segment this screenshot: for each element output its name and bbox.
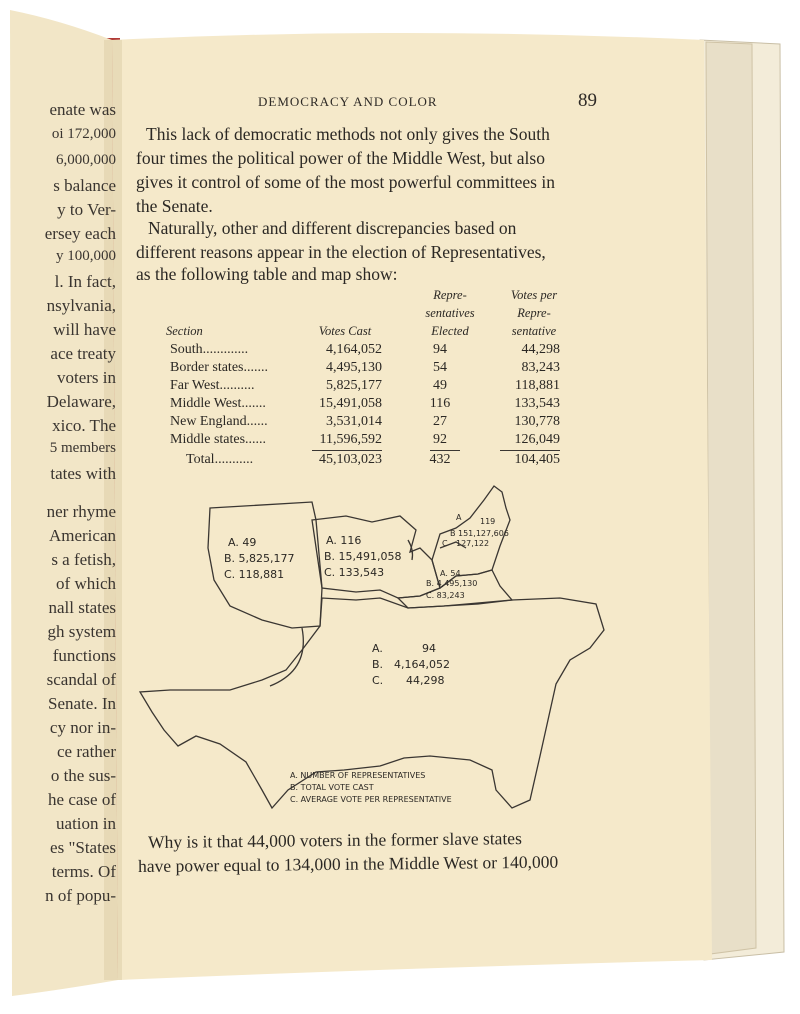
south-label-a: A. [372, 642, 383, 655]
new-england-value-a: 119 [480, 517, 496, 526]
paragraph-line: Naturally, other and different discrepancies based on [148, 218, 517, 238]
running-title: DEMOCRACY AND COLOR [258, 94, 438, 109]
table-header-votes-cast: Votes Cast [318, 324, 372, 338]
left-page-line: ersey each [44, 224, 116, 243]
south-label-c: C. [372, 674, 384, 687]
cell-elected: 94 [433, 342, 447, 357]
paragraph-line: This lack of democratic methods not only gives the South [146, 124, 550, 144]
cell-per-rep: 130,778 [514, 414, 560, 429]
cell-elected: 116 [429, 396, 451, 411]
far-west-label-b: B. 5,825,177 [224, 552, 295, 565]
paragraph-line: Why is it that 44,000 voters in the former slave states [148, 828, 522, 852]
new-england-value-b: 151,127,606 [458, 529, 509, 538]
left-page-line: n of popu- [45, 886, 116, 905]
cell-per-rep: 104,405 [514, 452, 560, 467]
cell-elected: 432 [429, 452, 451, 467]
left-page-line: ner rhyme [46, 502, 116, 521]
cell-section: South............. [170, 342, 249, 357]
cell-elected: 92 [433, 432, 447, 447]
middle-west-label-b: B. 15,491,058 [324, 550, 402, 563]
left-page-line: l. In fact, [54, 272, 116, 291]
legend-line-b: B. TOTAL VOTE CAST [290, 783, 374, 792]
left-page-line: functions [52, 646, 116, 665]
left-page-line: he case of [48, 790, 116, 809]
left-page-line: oi 172,000 [51, 126, 116, 142]
cell-votes: 4,164,052 [326, 342, 382, 357]
middle-west-label-c: C. 133,543 [324, 566, 385, 579]
left-page-line: es "States [50, 838, 116, 857]
left-page-line: s a fetish, [51, 550, 116, 569]
cell-section: New England...... [170, 414, 268, 429]
table-header-section: Section [166, 324, 203, 338]
south-value-c: 44,298 [406, 674, 445, 687]
paragraph-line: different reasons appear in the election of Representatives, [136, 242, 546, 262]
cell-elected: 54 [433, 360, 447, 375]
left-page-line: of which [56, 574, 116, 593]
left-page-line: y to Ver- [57, 200, 116, 219]
border-label-a: A. 54 [440, 569, 461, 578]
left-page-line: nall states [48, 598, 116, 617]
paragraph-line: gives it control of some of the most powerful committees in [136, 172, 555, 192]
paragraph-line: have power equal to 134,000 in the Middle West or 140,000 [138, 851, 559, 876]
left-page-line: terms. Of [51, 862, 116, 881]
left-page-line: 6,000,000 [56, 152, 116, 168]
south-value-a: 94 [422, 642, 436, 655]
paragraph-line: the Senate. [136, 196, 213, 216]
cell-section: Middle states...... [170, 432, 267, 447]
cell-votes: 45,103,023 [319, 452, 382, 467]
cell-per-rep: 126,049 [514, 432, 560, 447]
left-page-line: Delaware, [46, 392, 116, 411]
header-line: Votes per [510, 288, 558, 302]
left-page-line: nsylvania, [46, 296, 116, 315]
cell-votes: 5,825,177 [326, 378, 382, 393]
legend-line-c: C. AVERAGE VOTE PER REPRESENTATIVE [290, 795, 452, 804]
left-page-line: will have [53, 320, 116, 339]
new-england-value-c: 127,122 [456, 539, 490, 548]
legend-line-a: A. NUMBER OF REPRESENTATIVES [290, 771, 426, 780]
left-page-line: ace treaty [50, 344, 116, 363]
header-line: Repre- [517, 306, 551, 320]
cell-elected: 49 [433, 378, 447, 393]
cell-section: Far West.......... [170, 378, 255, 393]
left-page-line: cy nor in- [49, 718, 116, 737]
page-number: 89 [578, 90, 597, 111]
cell-section: Border states....... [170, 360, 268, 375]
border-label-b: B. 4,495,130 [426, 579, 478, 588]
left-page-line: voters in [56, 368, 116, 387]
south-label-b: B. [372, 658, 384, 671]
left-page-line: ce rather [57, 742, 116, 761]
cell-votes: 15,491,058 [319, 396, 382, 411]
paragraph-line: four times the political power of the Middle West, but also [136, 148, 545, 168]
cell-per-rep: 118,881 [515, 378, 560, 393]
left-page-line: y 100,000 [56, 248, 116, 264]
border-label-c: C. 83,243 [426, 591, 465, 600]
far-west-region [208, 502, 322, 628]
far-west-label-c: C. 118,881 [224, 568, 285, 581]
header-line: Repre- [433, 288, 467, 302]
left-page-line: scandal of [46, 670, 116, 689]
cell-votes: 11,596,592 [319, 432, 382, 447]
south-value-b: 4,164,052 [394, 658, 450, 671]
cell-elected: 27 [433, 414, 447, 429]
left-page-line: Senate. In [48, 694, 116, 713]
left-page-line: enate was [49, 100, 116, 119]
cell-votes: 3,531,014 [326, 414, 382, 429]
left-page-line: s balance [53, 176, 116, 195]
header-line: sentatives [425, 306, 475, 320]
cell-per-rep: 44,298 [521, 342, 560, 357]
middle-west-label-a: A. 116 [326, 534, 362, 547]
header-line: Elected [431, 324, 469, 338]
left-page-line: xico. The [52, 416, 116, 435]
cell-section: Middle West....... [170, 396, 266, 411]
left-page-line: tates with [50, 464, 116, 483]
left-page-line: American [48, 526, 116, 545]
cell-per-rep: 83,243 [521, 360, 560, 375]
new-england-label-c: C [442, 539, 448, 548]
new-england-label-b: B [450, 529, 456, 538]
left-page-line: 5 members [49, 440, 116, 456]
boundary-curve [270, 628, 303, 686]
paragraph-line: as the following table and map show: [136, 264, 398, 284]
new-england-label-a: A [456, 513, 462, 522]
cell-section: Total........... [186, 452, 254, 467]
cell-votes: 4,495,130 [326, 360, 382, 375]
header-line: sentative [511, 324, 557, 338]
far-west-label-a: A. 49 [228, 536, 257, 549]
left-page-line: o the sus- [50, 766, 116, 785]
left-page-line: uation in [56, 814, 116, 833]
cell-per-rep: 133,543 [514, 396, 560, 411]
left-page-line: gh system [47, 622, 116, 641]
